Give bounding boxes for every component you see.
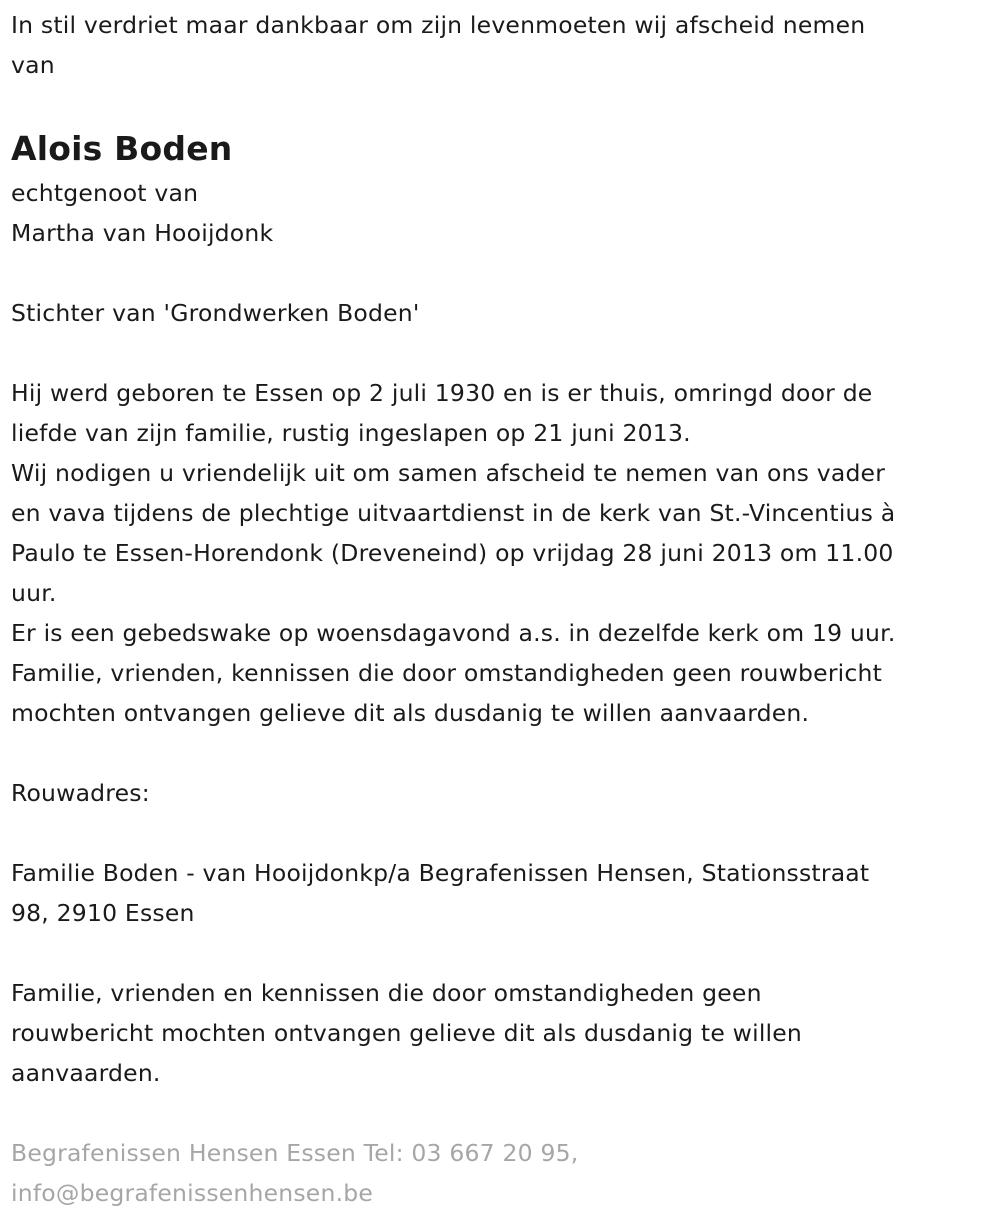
intro-line: In stil verdriet maar dankbaar om zijn levenmoeten wij afscheid nemen: [11, 11, 866, 39]
body-line: Er is een gebedswake op woensdagavond a.s. in dezelfde kerk om 19 uur.: [11, 619, 896, 647]
body-line: liefde van zijn familie, rustig ingeslapen op 21 juni 2013.: [11, 419, 691, 447]
closing-line: Familie, vrienden en kennissen die door omstandigheden geen: [11, 979, 762, 1007]
closing-line: aanvaarden.: [11, 1059, 161, 1087]
footer-email: info@begrafenissenhensen.be: [11, 1179, 374, 1207]
spouse-label: echtgenoot van: [11, 179, 199, 207]
body-line: Familie, vrienden, kennissen die door omstandigheden geen rouwbericht: [11, 659, 883, 687]
body-line: mochten ontvangen gelieve dit als dusdanig te willen aanvaarden.: [11, 699, 810, 727]
closing-line: rouwbericht mochten ontvangen gelieve dit als dusdanig te willen: [11, 1019, 803, 1047]
body-line: en vava tijdens de plechtige uitvaartdienst in de kerk van St.-Vincentius à: [11, 499, 896, 527]
body-line: Hij werd geboren te Essen op 2 juli 1930 en is er thuis, omringd door de: [11, 379, 873, 407]
founder-text: Stichter van 'Grondwerken Boden': [11, 299, 420, 327]
spouse-name: Martha van Hooijdonk: [11, 219, 274, 247]
address-line: Familie Boden - van Hooijdonkp/a Begrafenissen Hensen, Stationsstraat: [11, 859, 870, 887]
intro-line: van: [11, 51, 55, 79]
body-line: uur.: [11, 579, 57, 607]
footer-contact: Begrafenissen Hensen Essen Tel: 03 667 20 95,: [11, 1139, 579, 1167]
deceased-name: Alois Boden: [11, 129, 233, 168]
address-label: Rouwadres:: [11, 779, 150, 807]
address-line: 98, 2910 Essen: [11, 899, 195, 927]
body-line: Paulo te Essen-Horendonk (Dreveneind) op vrijdag 28 juni 2013 om 11.00: [11, 539, 894, 567]
body-line: Wij nodigen u vriendelijk uit om samen afscheid te nemen van ons vader: [11, 459, 886, 487]
